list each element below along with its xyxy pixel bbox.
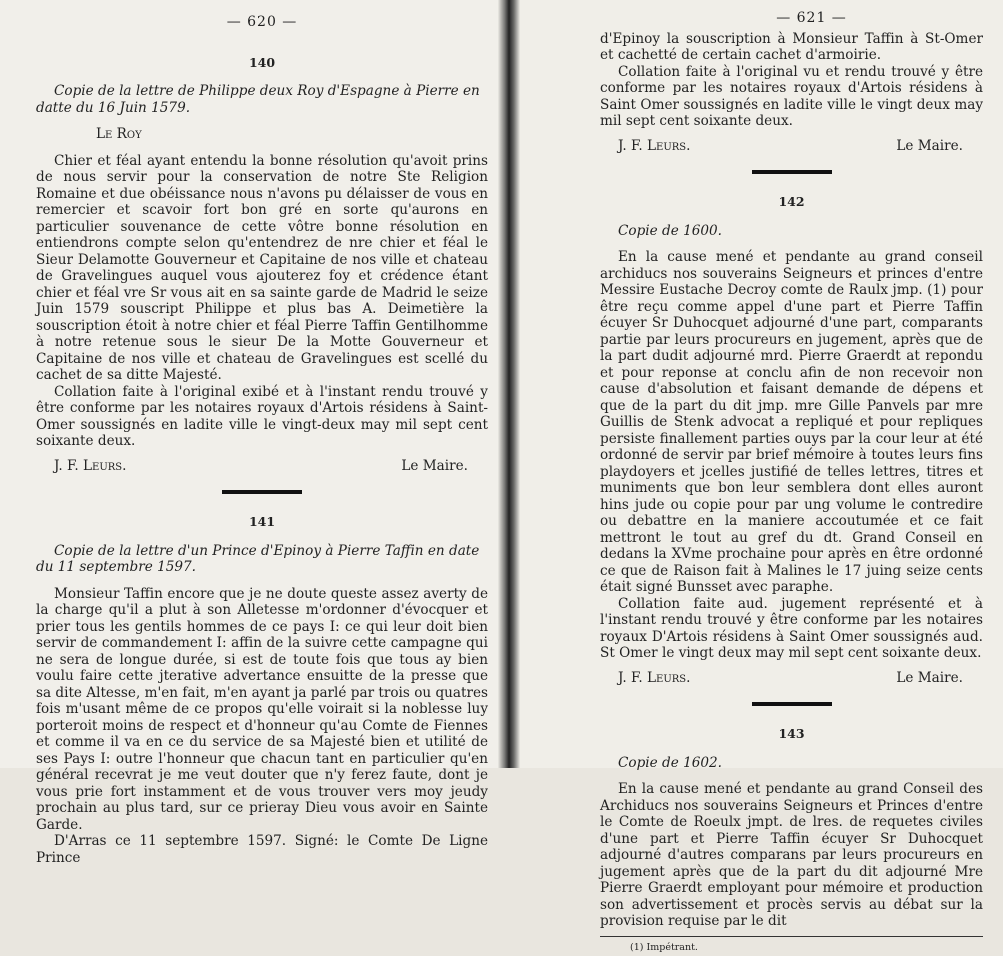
document-title-143: Copie de 1602.	[600, 755, 983, 772]
signature-le-maire: Le Maire.	[896, 138, 963, 155]
section-divider	[752, 702, 832, 706]
section-divider	[752, 170, 832, 174]
page-number-620: — 620 —	[36, 14, 488, 31]
letter-body-140: Chier et féal ayant entendu la bonne résolution qu'avoit prins de nous servir pour la conservation de notre Ste Religion Romaine et due obéissance nous n'avons pu délaisser de vous en remercier et scavoir fort bon gré en sorte qu'aurons en particulier souvenance de cette vôtre bonne résolution en entiendrons compte selon qu'entendrez de nre chier et féal le Sieur Delamotte Gouverneur et Capitaine de nos ville et chateau de Gravelingues auquel vous ajouterez foy et crédence étant chier et féal vre Sr vous ait en sa sainte garde de Madrid le seize Juin 1579 souscript Philippe et plus bas A. Deimetière la souscription étoit à notre chier et féal Pierre Taffin Gentilhomme à notre retenue sous le sieur De la Motte Gouverneur et Capitaine de nos ville et chateau de Gravelingues est scellé du cachet de sa ditte Majesté.	[36, 153, 488, 384]
document-body-142: En la cause mené et pendante au grand conseil archiducs nos souverains Seigneurs et princes d'entre Messire Eustache Decroy comte de Raulx jmp. (1) pour être reçu comme appel d'une part et Pierre Taffin écuyer Sr Duhocquet adjourné d'une part, comparants partie par leurs procureurs en jugement, après que de la part dudit adjourné mrd. Pierre Graerdt at repondu et pour reponse at conclu afin de non recevoir non cause d'absolution et faisant demande de dépens et que de la part du dit jmp. mre Gille Panvels par mre Guillis de Stenk advocat a repliqué et pour repliques persiste finallement parties ouys par la cour leur at été ordonné de servir par brief mémoire à toutes leurs fins playdoyers et jcelles justifié de telles lettres, titres et muniments que bon leur semblera dont elles auront hins jude ou copie pour par ung volume le contredire ou debattre en la maniere accoutumée et ce fait mettront le tout au gref du dt. Grand Conseil en dedans la XVme prochaine pour après en être ordonné ce que de Raison fait à Malines le 17 juing seize cents était signé Bunsset avec paraphe.	[600, 249, 983, 596]
document-number-141: 141	[36, 514, 488, 531]
footnote-rule	[600, 936, 983, 937]
signature-leurs: J. F. Leurs.	[618, 670, 690, 687]
signature-leurs: J. F. Leurs.	[54, 458, 126, 475]
collation-140: Collation faite à l'original exibé et à l'instant rendu trouvé y être conforme par les notaires royaux d'Artois résidens à Saint-Omer soussignés en ladite ville le vingt-deux may mil sept cent soixante deux.	[36, 384, 488, 450]
signature-le-maire: Le Maire.	[896, 670, 963, 687]
signatures-141	[618, 138, 963, 155]
document-number-143: 143	[600, 726, 983, 743]
right-page	[508, 0, 1003, 768]
signatures-142	[618, 670, 963, 687]
document-title-141: Copie de la lettre d'un Prince d'Epinoy à Pierre Taffin en date du 11 septembre 1597.	[36, 543, 488, 576]
document-body-143: En la cause mené et pendante au grand Conseil des Archiducs nos souverains Seigneurs et Princes d'entre le Comte de Roeulx jmpt. de lres. de requetes civiles d'une part et Pierre Taffin écuyer Sr Duhocquet adjourné d'autres comparans par leurs procureurs en jugement après que de la part du dit adjourné Mre Pierre Graerdt employant pour mémoire et production son advertissement et procès servis au débat sur la provision requise par le dit	[600, 781, 983, 930]
page-number-621: — 621 —	[600, 10, 983, 27]
book-gutter	[498, 0, 520, 768]
document-number-140: 140	[36, 55, 488, 72]
collation-141: Collation faite à l'original vu et rendu trouvé y être conforme par les notaires royaux d'Artois résidens à Saint Omer soussignés en ladite ville le vingt deux may mil sept cent soixante deux.	[600, 64, 983, 130]
left-page	[0, 0, 508, 768]
footnote: (1) Impétrant.	[630, 940, 983, 956]
letter-closing-141: D'Arras ce 11 septembre 1597. Signé: le Comte De Ligne Prince	[36, 833, 488, 866]
letter-body-141: Monsieur Taffin encore que je ne doute queste assez averty de la charge qu'il a plut à son Alletesse m'ordonner d'évocquer et prier tous les gentils hommes de ce pays I: ce qui leur doit bien servir de commandement I: affin de la suivre cette campagne qui ne sera de longue durée, si est de toute fois que tous ay bien voulu faire cette jterative advertance ensuitte de la presse que sa dite Altesse, m'en fait, m'en ayant ja parlé par trois ou quatres fois m'usant même de ce propos qu'elle voirait si la noblesse luy porteroit moins de respect et d'honneur qu'au Comte de Fiennes et comme il va en ce du service de sa Majesté bien et utilité de ses Pays I: outre l'honneur que chacun tant en particulier qu'en général recevrat je me veut douter que n'y ferez faute, dont je vous prie fort instamment et de vous trouver vers moy jeudy prochain au plus tard, sur ce prieray Dieu vous avoir en Sainte Garde.	[36, 586, 488, 834]
addressee-le-roy: Le Roy	[96, 126, 488, 143]
continuation-141: d'Epinoy la souscription à Monsieur Taffin à St-Omer et cachetté de certain cachet d'armoirie.	[600, 31, 983, 64]
section-divider	[222, 490, 302, 494]
document-title-140: Copie de la lettre de Philippe deux Roy d'Espagne à Pierre en datte du 16 Juin 1579.	[36, 83, 488, 116]
document-number-142: 142	[600, 194, 983, 211]
collation-142: Collation faite aud. jugement représenté et à l'instant rendu trouvé y être conforme par les notaires royaux D'Artois résidens à Saint Omer soussignés aud. St Omer le vingt deux may mil sept cent soixante deux.	[600, 596, 983, 662]
signatures-140	[54, 458, 468, 475]
document-title-142: Copie de 1600.	[600, 223, 983, 240]
signature-leurs: J. F. Leurs.	[618, 138, 690, 155]
signature-le-maire: Le Maire.	[401, 458, 468, 475]
